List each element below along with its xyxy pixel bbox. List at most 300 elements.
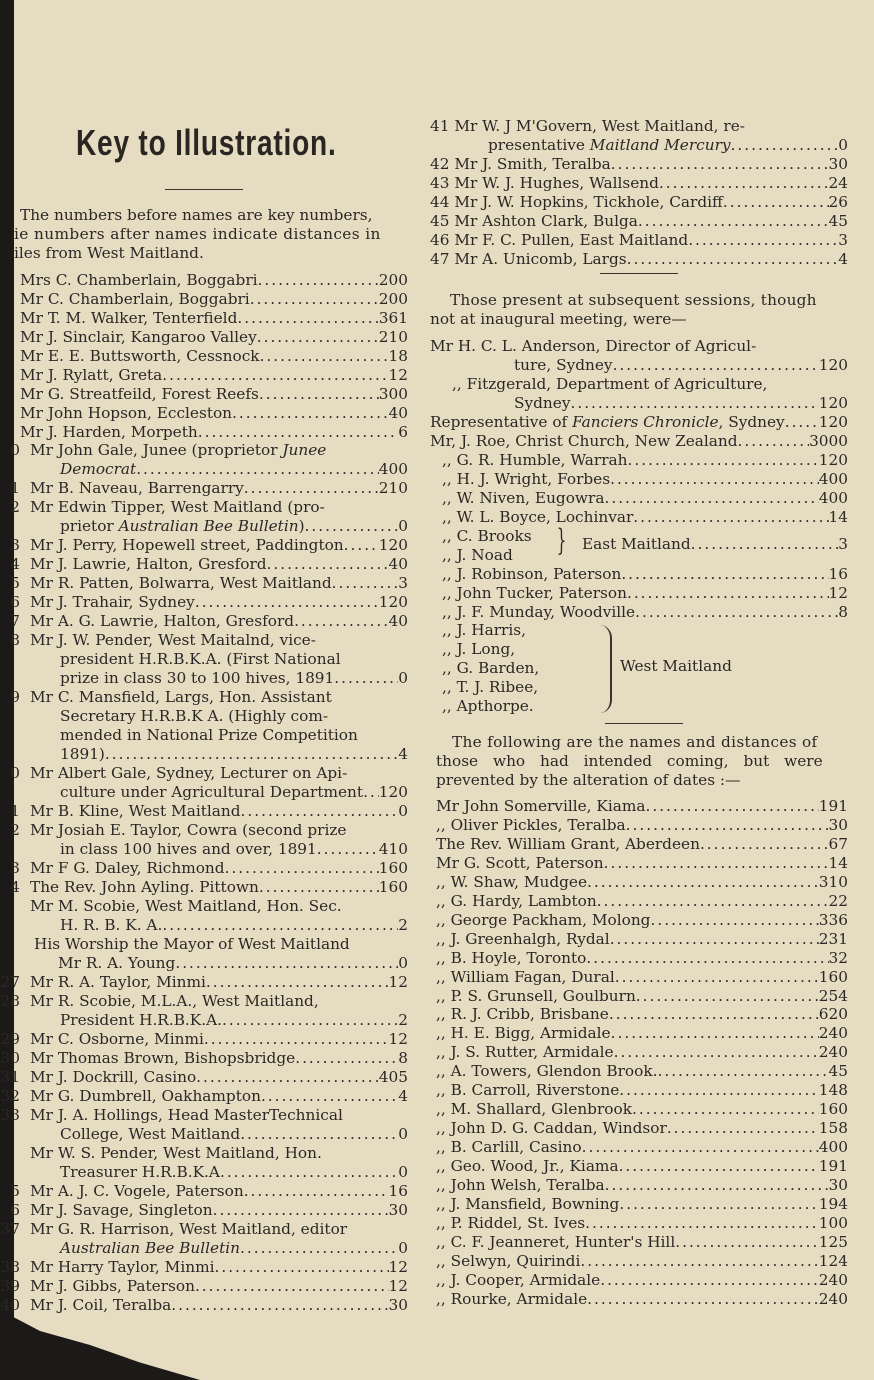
entry-name: 47 Mr A. Unicomb, Largs (430, 249, 627, 268)
entry-distance: 12 (388, 1030, 408, 1048)
entry-name: Mr J. Gibbs, Paterson (30, 1277, 195, 1295)
key-number: 31 (0, 1068, 20, 1086)
list-item (436, 987, 848, 1006)
entry-name: Mr J. W. Pender, West Maitalnd, vice- (30, 631, 316, 649)
list-item (10, 1182, 408, 1201)
entry-distance: 2 (398, 916, 408, 934)
entry-distance: 231 (818, 929, 848, 948)
entry-paren: ) (298, 517, 305, 535)
key-number: 7 (10, 611, 20, 630)
entry-distance: 200 (378, 289, 408, 308)
entry-distance: 4 (398, 1087, 408, 1105)
entry-name: The Rev. John Ayling. Pittown (30, 878, 259, 896)
list-item (436, 949, 848, 968)
entry-distance: 8 (838, 602, 848, 621)
entry-name: Mr G. Streatfeild, Forest Reefs (20, 384, 259, 403)
list-item (442, 603, 848, 622)
entry-name: ,, John D. G. Caddan, Windsor (436, 1119, 667, 1138)
entry-distance: 26 (828, 192, 848, 211)
entry-name: Mr Edwin Tipper, West Maitland (pro- (30, 498, 325, 516)
key-number: 3 (10, 536, 20, 554)
entry-distance: 148 (818, 1081, 848, 1100)
entry-name: Treasurer H.R.B.K.A (60, 1163, 220, 1181)
entry-distance: 22 (828, 891, 848, 910)
entry-distance: 310 (818, 872, 848, 891)
entry-name: Mr J. Perry, Hopewell street, Paddington (30, 536, 344, 554)
entry-distance: 124 (818, 1251, 848, 1270)
list-item (436, 797, 848, 816)
entry-publication: Maitland Mercury (589, 136, 731, 154)
brace-icon (600, 625, 612, 713)
entry-distance: 400 (818, 469, 848, 488)
entry-name: Representative of (430, 413, 573, 431)
list-item (436, 1271, 848, 1290)
entry-name: ,, George Packham, Molong (436, 910, 651, 929)
page-title: Key to Illustration. (76, 122, 337, 163)
list-item (436, 1062, 848, 1081)
entry-name: in class 100 hives and over, 1891 (60, 840, 317, 858)
entry-name: Mr Josiah E. Taylor, Cowra (second prize (30, 821, 347, 839)
entry-name: ture, Sydney (514, 356, 613, 374)
entry-name: culture under Agricultural Department (60, 783, 364, 801)
key-number: 28 (0, 992, 20, 1010)
entry-name: ,, J. Long, (442, 640, 516, 658)
list-item (436, 968, 848, 987)
entry-name: ,, J. Cooper, Armidale (436, 1270, 601, 1289)
entry-name: ,, J. Noad (442, 546, 513, 564)
list-item (442, 470, 848, 489)
list-item (430, 432, 848, 451)
list-item (436, 1043, 848, 1062)
entry-name: ,, C. F. Jeanneret, Hunter's Hill (436, 1232, 676, 1251)
list-item (430, 231, 848, 250)
brace-group-east-maitland (442, 523, 848, 567)
entry-name: ,, H. J. Wright, Forbes (442, 469, 611, 488)
entry-name: ,, J. Robinson, Paterson (442, 565, 622, 583)
list-item (436, 835, 848, 854)
list-item (10, 592, 408, 612)
entry-distance: 8 (398, 1049, 408, 1067)
list-item (20, 404, 408, 423)
key-number: 32 (0, 1087, 20, 1105)
entry-distance: 0 (398, 1163, 408, 1181)
entry-distance: 12 (388, 1277, 408, 1295)
list-item (10, 573, 408, 593)
entry-distance: 400 (378, 460, 408, 478)
entry-distance: 194 (818, 1194, 848, 1213)
entry-distance: 240 (818, 1024, 848, 1043)
entry-distance: 40 (388, 611, 408, 630)
entry-distance: 3 (838, 535, 848, 553)
entry-name: Mr J. Coil, Teralba (30, 1296, 172, 1314)
list-item (436, 1195, 848, 1214)
entry-distance: 30 (828, 1176, 848, 1194)
list-item (436, 911, 848, 930)
key-number: 3 (10, 859, 20, 877)
key-number: 5 (10, 573, 20, 592)
list-item (20, 423, 408, 442)
entry-distance: 0 (398, 802, 408, 820)
entry-name: ,, Geo. Wood, Jr., Kiama (436, 1157, 619, 1176)
entry-name: Mrs C. Chamberlain, Boggabri (20, 271, 258, 289)
key-number: 29 (0, 1030, 20, 1048)
entry-name: Mr R. A. Taylor, Minmi (30, 973, 206, 991)
entry-distance: 16 (388, 1182, 408, 1200)
entry-name: Mr J. Rylatt, Greta (20, 365, 163, 384)
entry-name: Mr J. Lawrie, Halton, Gresford (30, 554, 267, 573)
entry-name: ,, Fitzgerald, Department of Agriculture, (452, 375, 768, 393)
entry-name: Mr B. Naveau, Barrengarry (30, 479, 244, 497)
entry-name: Mr A. J. C. Vogele, Paterson (30, 1182, 244, 1200)
entry-name: The Rev. William Grant, Aberdeen (436, 834, 700, 853)
entry-name: mended in National Prize Competition (60, 726, 358, 744)
list-item (0, 1277, 408, 1296)
entry-name: ,, G. R. Humble, Warrah (442, 451, 628, 469)
key-number: 5 (10, 1182, 20, 1200)
entry-distance: 100 (818, 1213, 848, 1232)
entry-distance: 3 (398, 573, 408, 592)
key-number: 2 (10, 498, 20, 516)
entry-name: ,, M. Shallard, Glenbrook (436, 1100, 632, 1119)
entry-name: ,, William Fagan, Dural (436, 967, 615, 986)
entry-distance: 24 (828, 173, 848, 192)
key-number: 27 (0, 973, 20, 991)
entry-name: Mr G. R. Harrison, West Maitland, editor (30, 1220, 348, 1238)
entry-distance: 120 (378, 783, 408, 801)
list-item (10, 878, 408, 897)
entry-name: ,, W. Shaw, Mudgee (436, 872, 588, 891)
entry-name: ,, W. Niven, Eugowra (442, 488, 605, 507)
entry-distance: 2 (398, 1011, 408, 1029)
entry-name: Mr J. Harden, Morpeth (20, 422, 198, 441)
entry-distance: 400 (818, 1138, 848, 1157)
list-item (430, 212, 848, 231)
key-number: 39 (0, 1277, 20, 1295)
list-item (436, 892, 848, 911)
entry-distance: 160 (378, 878, 408, 896)
entry-name: presentative (488, 136, 590, 154)
entry-distance: 40 (388, 403, 408, 422)
list-item (0, 1296, 408, 1315)
intro-line: ie numbers after names indicate distances in (14, 225, 381, 243)
list-item (442, 508, 848, 527)
entry-name: Mr J. A. Hollings, Head MasterTechnical (30, 1106, 343, 1124)
entry-name: prietor (60, 517, 119, 535)
list-item (430, 193, 848, 212)
entry-distance: 160 (818, 1100, 848, 1119)
key-number: 1 (10, 802, 20, 820)
list-item (10, 859, 408, 878)
entry-publication: Fanciers Chronicle (572, 413, 719, 431)
list-item (20, 271, 408, 290)
key-number: 30 (0, 1049, 20, 1067)
entry-name: Sydney (514, 394, 571, 412)
entry-name: 45 Mr Ashton Clark, Bulga (430, 211, 638, 230)
entry-distance: 3000 (809, 432, 848, 450)
key-number: 4 (10, 554, 20, 573)
entry-publication: Australian Bee Bulletin (118, 517, 299, 535)
key-number: 2 (10, 821, 20, 839)
entry-name: Mr F G. Daley, Richmond (30, 859, 225, 877)
entry-name: ,, B. Carroll, Riverstone (436, 1081, 620, 1100)
entry-name: ,, J. F. Munday, Woodville (442, 602, 636, 621)
list-item (10, 1201, 408, 1220)
list-item (436, 816, 848, 835)
entry-name: 42 Mr J. Smith, Teralba (430, 155, 611, 173)
intro-line: The numbers before names are key numbers, (20, 206, 373, 224)
list-item (436, 1214, 848, 1233)
entry-name: President H.R.B.K.A. (60, 1011, 222, 1029)
entry-distance: 200 (378, 271, 408, 289)
key-number: 4 (10, 878, 20, 896)
entry-publication: Democrat (60, 460, 137, 478)
entry-name: ,, H. E. Bigg, Armidale (436, 1024, 611, 1043)
entry-name: Mr W. S. Pender, West Maitland, Hon. (30, 1144, 322, 1162)
entry-name: ,, John Tucker, Paterson (442, 583, 627, 602)
entry-name: ,, Selwyn, Quirindi (436, 1251, 581, 1270)
key-number: 9 (10, 688, 20, 706)
list-item (430, 155, 848, 174)
entry-distance: 67 (828, 834, 848, 853)
list-item (436, 1290, 848, 1309)
entry-publication: Australian Bee Bulletin (60, 1239, 240, 1257)
entry-distance: 240 (818, 1289, 848, 1308)
list-item (436, 873, 848, 892)
section-intro: Those present at subsequent sessions, though (450, 291, 817, 309)
list-item (10, 554, 408, 574)
entry-name: His Worship the Mayor of West Maitland (34, 935, 350, 953)
entry-distance: 120 (818, 394, 848, 412)
list-item (436, 1252, 848, 1271)
list-item (20, 347, 408, 366)
list-item (442, 489, 848, 508)
entry-distance: 120 (818, 413, 848, 431)
entry-name: ,, T. J. Ribee, (442, 678, 539, 696)
entry-name: 46 Mr F. C. Pullen, East Maitland (430, 230, 689, 249)
key-number: 6 (10, 1201, 20, 1219)
entry-name: ,, G. Hardy, Lambton (436, 891, 597, 910)
entry-distance: 12 (388, 973, 408, 991)
entry-distance: 210 (378, 327, 408, 346)
key-number: 1 (10, 479, 20, 497)
entry-name: College, West Maitland (60, 1125, 241, 1143)
entry-name: H. R. B. K. A. (60, 916, 163, 934)
list-item (430, 250, 848, 269)
section-intro: prevented by the alteration of dates :— (436, 771, 741, 789)
list-item (0, 1087, 408, 1106)
entry-name: ,, R. J. Cribb, Brisbane (436, 1005, 609, 1024)
entry-distance: 0 (398, 1125, 408, 1143)
entry-name: ,, G. Barden, (442, 659, 540, 677)
entry-distance: 30 (828, 155, 848, 173)
list-item (0, 973, 408, 992)
entry-distance: 0 (398, 517, 408, 535)
entry-name: Mr B. Kline, West Maitland (30, 802, 241, 820)
entry-distance: 40 (388, 554, 408, 573)
entry-distance: 125 (818, 1232, 848, 1251)
entry-name: Mr C. Mansfield, Largs, Hon. Assistant (30, 688, 332, 706)
entry-name: Mr H. C. L. Anderson, Director of Agricul- (430, 337, 757, 355)
list-item (20, 385, 408, 404)
entry-name: Mr Albert Gale, Sydney, Lecturer on Api- (30, 764, 348, 782)
list-item (442, 584, 848, 603)
entry-distance: 4 (398, 745, 408, 763)
entry-distance: 191 (818, 797, 848, 815)
entry-name: ,, Rourke, Armidale (436, 1289, 588, 1308)
key-number: 33 (0, 1106, 20, 1124)
entry-name: Mr R. Scobie, M.L.A., West Maitland, (30, 992, 319, 1010)
section-rule (605, 723, 683, 724)
key-number: 38 (0, 1258, 20, 1276)
entry-distance: 158 (818, 1119, 848, 1138)
entry-distance: 30 (388, 1201, 408, 1219)
entry-name: ,, Oliver Pickles, Teralba (436, 815, 626, 834)
entry-name: Mr T. M. Walker, Tenterfield (20, 308, 238, 327)
entry-name: Mr G. Dumbrell, Oakhampton (30, 1087, 261, 1105)
entry-name: ,, Apthorpe. (442, 697, 534, 715)
key-number: 6 (10, 592, 20, 611)
entry-distance: 120 (378, 592, 408, 611)
list-item (436, 1176, 848, 1195)
entry-name: ,, J. Mansfield, Bowning (436, 1194, 620, 1213)
list-item (436, 1081, 848, 1100)
entry-distance: 16 (828, 565, 848, 583)
entry-publication: Junee (282, 441, 327, 459)
entry-distance: 160 (818, 967, 848, 986)
list-item (436, 930, 848, 949)
list-item (436, 1005, 848, 1024)
entry-name: prize in class 30 to 100 hives, 1891 (60, 669, 335, 687)
section-rule (600, 273, 678, 274)
list-item (20, 309, 408, 328)
entry-name: Mr John Gale, Junee (proprietor (30, 441, 283, 459)
entry-name: , Sydney (718, 413, 785, 431)
key-number: 0 (10, 441, 20, 459)
entry-name: Mr R. Patten, Bolwarra, West Maitland (30, 573, 332, 592)
entry-name: ,, John Welsh, Teralba (436, 1176, 605, 1194)
entry-name: ,, J. Greenhalgh, Rydal (436, 929, 610, 948)
entry-distance: 210 (378, 479, 408, 497)
entry-distance: 14 (828, 507, 848, 526)
entry-name: ,, J. S. Rutter, Armidale (436, 1043, 614, 1062)
key-number: 40 (0, 1296, 20, 1314)
entry-name: 41 Mr W. J M'Govern, West Maitland, re- (430, 117, 745, 135)
entry-name: Mr John Hopson, Eccleston (20, 403, 233, 422)
entry-distance: 45 (828, 1062, 848, 1081)
list-item (436, 1138, 848, 1157)
group-place: East Maitland (582, 535, 691, 553)
entry-distance: 32 (828, 948, 848, 967)
entry-name: Mr R. A. Young (58, 954, 176, 972)
list-item (20, 366, 408, 385)
entry-distance: 6 (398, 422, 408, 441)
list-item (0, 1258, 408, 1277)
entry-distance: 300 (378, 384, 408, 403)
entry-distance: 160 (378, 859, 408, 877)
entry-distance: 0 (398, 1239, 408, 1257)
title-rule (165, 189, 243, 190)
entry-name: ,, W. L. Boyce, Lochinvar (442, 507, 634, 526)
entry-name: Mr, J. Roe, Christ Church, New Zealand (430, 432, 738, 450)
entry-name: 43 Mr W. J. Hughes, Wallsend (430, 173, 659, 192)
entry-name: Mr Harry Taylor, Minmi (30, 1258, 215, 1276)
list-item (430, 413, 848, 432)
entry-distance: 0 (398, 669, 408, 687)
entry-distance: 254 (818, 986, 848, 1005)
intro-line: iles from West Maitland. (14, 244, 204, 262)
entry-distance: 12 (828, 583, 848, 602)
list-item (10, 802, 408, 821)
torn-page-corner (0, 1310, 200, 1380)
brace-group-west-maitland (442, 621, 848, 721)
entry-name: Mr A. G. Lawrie, Halton, Gresford (30, 611, 295, 630)
entry-distance: 405 (378, 1068, 408, 1086)
entry-name: Mr J. Sinclair, Kangaroo Valley (20, 327, 257, 346)
entry-name: Mr Thomas Brown, Bishopsbridge (30, 1049, 296, 1067)
entry-distance: 120 (818, 356, 848, 374)
entry-name: Mr J. Dockrill, Casino (30, 1068, 197, 1086)
entry-name: Mr C. Osborne, Minmi (30, 1030, 204, 1048)
entry-distance: 14 (828, 853, 848, 872)
list-item (442, 565, 848, 584)
list-item (0, 1068, 408, 1087)
entry-name: president H.R.B.K.A. (First National (60, 650, 341, 668)
section-intro: The following are the names and distances of (452, 733, 818, 751)
list-item (430, 174, 848, 193)
entry-distance: 4 (838, 249, 848, 268)
list-item (436, 1233, 848, 1252)
list-item (436, 1157, 848, 1176)
list-item (436, 1100, 848, 1119)
entry-name: Mr J. Savage, Singleton (30, 1201, 213, 1219)
entry-distance: 120 (378, 536, 408, 554)
entry-distance: 336 (818, 910, 848, 929)
key-number: 0 (10, 764, 20, 782)
entry-distance: 30 (828, 815, 848, 834)
entry-distance: 191 (818, 1157, 848, 1176)
entry-distance: 240 (818, 1043, 848, 1062)
entry-name: Mr John Somerville, Kiama (436, 797, 646, 815)
list-item (436, 1024, 848, 1043)
entry-name: Mr M. Scobie, West Maitland, Hon. Sec. (30, 897, 342, 915)
key-number: 37 (0, 1220, 20, 1238)
list-item (20, 290, 408, 309)
entry-name: Mr G. Scott, Paterson (436, 853, 604, 872)
entry-distance: 400 (818, 488, 848, 507)
list-item (0, 1049, 408, 1068)
entry-distance: 45 (828, 211, 848, 230)
entry-distance: 12 (388, 365, 408, 384)
entry-distance: 120 (818, 451, 848, 469)
entry-name: ,, B. Hoyle, Toronto (436, 948, 587, 967)
entry-distance: 0 (838, 136, 848, 154)
entry-distance: 30 (388, 1296, 408, 1314)
entry-name: ,, P. Riddel, St. Ives (436, 1213, 586, 1232)
entry-distance: 410 (378, 840, 408, 858)
entry-distance: 12 (388, 1258, 408, 1276)
list-item (436, 854, 848, 873)
entry-name: Mr J. Trahair, Sydney (30, 592, 195, 611)
entry-name: Secretary H.R.B.K A. (Highly com- (60, 707, 328, 725)
entry-name: ,, J. Harris, (442, 621, 526, 639)
brace-icon: } (556, 523, 567, 558)
section-intro: not at inaugural meeting, were— (430, 310, 687, 328)
key-number: 8 (10, 631, 20, 649)
entry-name: ,, B. Carlill, Casino (436, 1138, 582, 1157)
section-intro: those who had intended coming, but were (436, 752, 823, 770)
entry-name: ,, C. Brooks (442, 527, 532, 545)
list-item (10, 611, 408, 631)
